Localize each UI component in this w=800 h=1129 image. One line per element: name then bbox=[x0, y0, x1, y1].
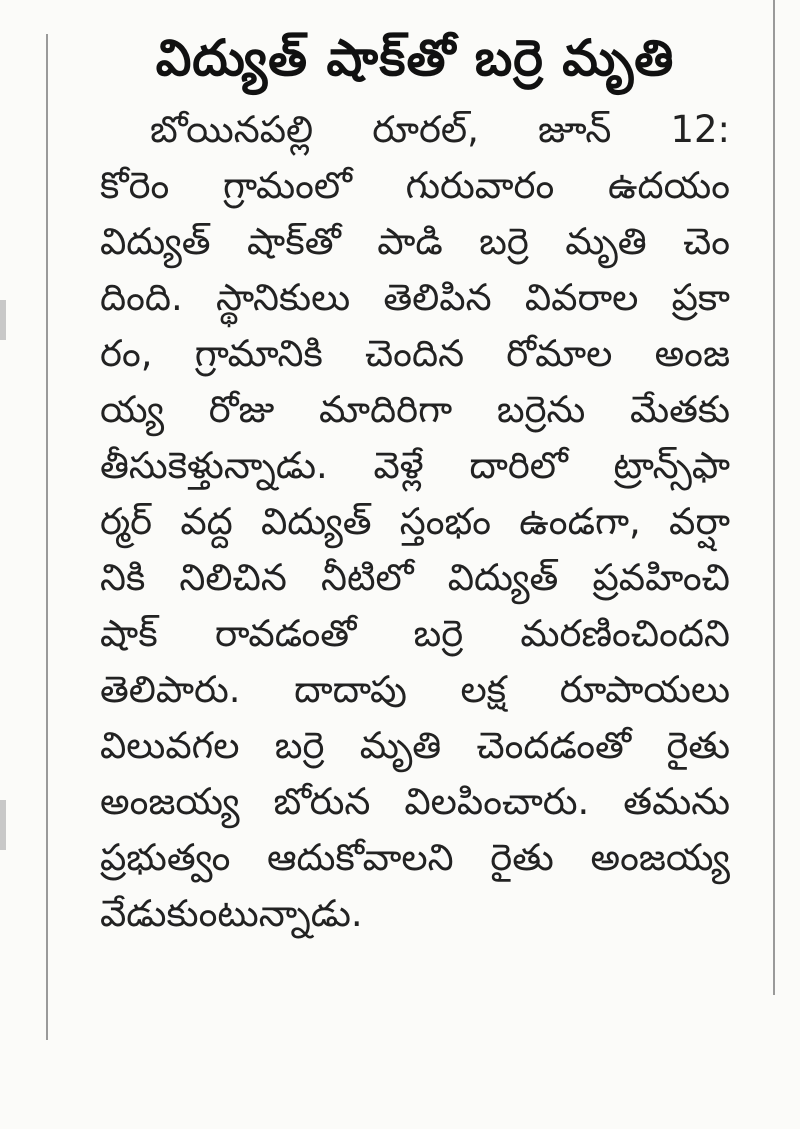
article-line: విలువగల బర్రె మృతి చెందడంతో రైతు bbox=[100, 724, 730, 767]
column-divider-right bbox=[773, 0, 775, 995]
article-line: ప్రభుత్వం ఆదుకోవాలని రైతు అంజయ్య bbox=[100, 836, 730, 879]
article-line: తెలిపారు. దాదాపు లక్ష రూపాయలు bbox=[100, 668, 730, 711]
article-line: రం, గ్రామానికి చెందిన రోమాల అంజ bbox=[100, 332, 730, 375]
article-line: వేడుకుంటున్నాడు. bbox=[100, 892, 363, 935]
article-line: విద్యుత్ షాక్‌తో పాడి బర్రె మృతి చెం bbox=[100, 220, 730, 263]
article-line: బోయినపల్లి రూరల్, జూన్ 12: bbox=[150, 108, 730, 151]
article-line: షాక్ రావడంతో బర్రె మరణించిందని bbox=[100, 612, 730, 655]
article-line: దింది. స్థానికులు తెలిపిన వివరాల ప్రకా bbox=[100, 276, 730, 319]
article-line: కోరెం గ్రామంలో గురువారం ఉదయం bbox=[100, 164, 730, 207]
article-headline: విద్యుత్ షాక్‌తో బర్రె మృతి bbox=[155, 29, 675, 87]
column-divider-left bbox=[46, 34, 48, 1040]
news-article bbox=[100, 22, 730, 942]
adjacent-column-edge bbox=[0, 300, 6, 340]
article-line: తీసుకెళ్తున్నాడు. వెళ్లే దారిలో ట్రాన్స్‌ఫా bbox=[100, 444, 730, 487]
article-body bbox=[100, 102, 730, 942]
article-line: య్య రోజు మాదిరిగా బర్రెను మేతకు bbox=[100, 388, 730, 431]
adjacent-column-edge bbox=[0, 800, 6, 850]
article-line: నికి నిలిచిన నీటిలో విద్యుత్ ప్రవహించి bbox=[100, 556, 730, 599]
article-line: అంజయ్య బోరున విలపించారు. తమను bbox=[100, 780, 730, 823]
article-line: ర్మర్ వద్ద విద్యుత్ స్తంభం ఉండగా, వర్షా bbox=[100, 500, 730, 543]
